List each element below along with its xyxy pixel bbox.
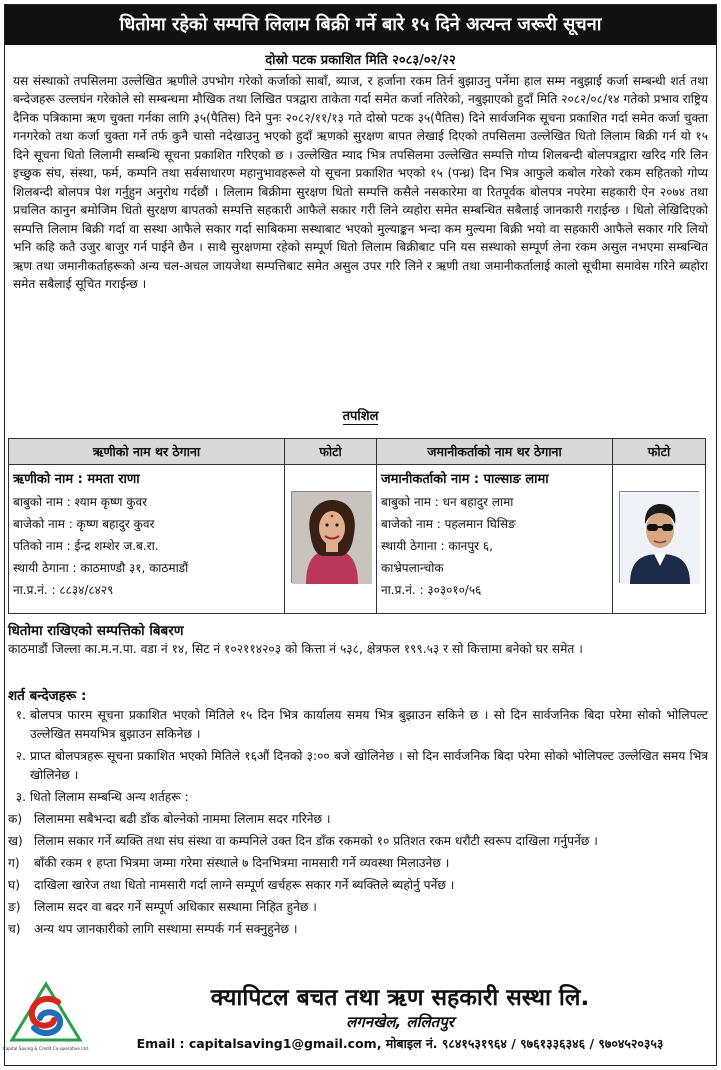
borrower-column-header: ऋणीको नाम थर ठेगाना bbox=[9, 439, 285, 465]
guarantor-photo-cell bbox=[613, 465, 706, 614]
item-text: दाखिला खारेज तथा धितो नामसारी गर्दा लाग्ने सम्पूर्ण खर्चहरू सकार गर्ने ब्यक्तिले ब्यहोर्नु पर्नेछ । bbox=[34, 878, 455, 892]
man-portrait-icon bbox=[620, 492, 700, 584]
guarantor-details bbox=[377, 465, 613, 614]
list-item bbox=[8, 832, 708, 851]
guarantor-photo bbox=[619, 491, 699, 583]
item-text: बाँकी रकम १ हप्ता भित्रमा जम्मा गरेमा संस्थाले ७ दिनभित्रमा नामसारी गर्ने व्यवस्था मिलाउनेछ । bbox=[34, 856, 450, 870]
contact-details: Email : capitalsaving1@gmail.com, मोबाइल नं. ९८४१५३१९६४ / ९७६१३३६३४६ / ९७०४५२०३५३ bbox=[136, 1036, 664, 1051]
list-item bbox=[8, 876, 708, 895]
item-number: क) bbox=[8, 812, 23, 826]
notice-body: यस संस्थाको तपसिलमा उल्लेखित ऋणीले उपभोग गरेको कर्जाको साबाँ, ब्याज, र हर्जाना रकम तिर्न बुझाउनु पर्नेमा हाल सम्म नबुझाई कर्जा सम्बन्धी शर्त तथा बन्देजहरू उल्लघंन गरेकोले सो सम्बन्धमा मौखिक तथा लिखित पत्रद्वारा ताकेता गर्दा समेत कर्जा नतिरेको, नबुझाएको हुदाँ मिति २०८२/०८/१४ गतेको प्रभाव राष्ट्रिय दैनिक पत्रिकामा ऋण चुक्ता गर्नका लागि ३५(पैतिस) दिने पुनः २०८२/११/१३ गते दोस्रो पटक ३५(पैतिस) दिने सार्वजनिक सूचना प्रकाशित गर्दा समेत कर्जा चुक्ता गनगरेको तथा कर्जा चुक्ता गर्ने तर्फ कुनै चासो नदेखाउनु भएको हुदाँ ऋणको सुरक्षण बापत लेखाई दिएको तपसिलमा उल्लेखित धितो लिलाम बिक्री गर्न यो १५ दिने सूचना धितो लिलामी सम्बन्धि सूचना प्रकाशित गरिएको छ । उल्लेखित म्याद भित्र तपसिलमा उल्लेखित सम्पत्ति गोप्य शिलबन्दी बोलपत्रद्वारा खरिद गरि लिन इच्छुक संघ, संस्था, फर्म, कम्पनि तथा सर्वसाधारण महानुभावहरूले यो सूचना प्रकाशित भएको १५ (पन्ध्र) दिन भित्र आफुले कबोल गरेको रकम सहितको गोप्य शिलबन्दी बोलपत्र पेश गर्नुहुन अनुरोध गर्दछौं । लिलाम बिक्रीमा सुरक्षण धितो सम्पत्ति कसैले नसकारेमा वा रितपूर्वक बोलपत्र नपरेमा सहकारी ऐन २०७४ तथा प्रचलित कानुन बमोजिम धितो सुरक्षण बापतको सम्पत्ति सहकारी आफैले सकार गरी लिने व्यहोरा समेत सम्बन्धित सबैलाई जानकारी गराईन्छ । धितो लेखिदिएको सम्पत्ति लिलाम बिक्री गर्दा वा सस्था आफैले सकार गर्दा साबिकमा सस्थाबाट भएको मुल्याङ्कन भन्दा कम मुल्यमा बिक्री भयो वा सहकारी आफैले सकार गरि लियो भनि कहि कतै उजुर बाजुर गर्न पाईने छैन । साथै सुरक्षणमा रहेको सम्पूर्ण धितो लिलाम बिक्रीबाट पनि यस सस्थाको सम्पूर्ण लेना रकम असुल नभएमा सम्बन्धित ऋण तथा जमानीकर्ताहरूको अन्य चल-अचल जायजेथा सम्पत्तिबाट समेत असुल उपर गरि लिने र ऋणी तथा जमानीकर्तालाई कालो सूचीमा समावेस गरिने ब्यहोरा समेत सबैलाई सूचित गराईन्छ । bbox=[13, 74, 708, 291]
notice-title: धितोमा रहेको सम्पत्ति लिलाम बिक्री गर्ने बारे १५ दिने अत्यन्त जरूरी सूचना bbox=[5, 5, 716, 45]
guarantor-address-district: काभ्रेपलान्चोक bbox=[381, 561, 444, 575]
item-number: ३. bbox=[15, 790, 26, 804]
item-number: ग) bbox=[8, 856, 20, 870]
borrower-citizenship-no: ना.प्र.नं. : ८८३४/८४२९ bbox=[13, 583, 114, 597]
property-heading: धितोमा राखिएको सम्पत्तिको बिबरण bbox=[8, 623, 184, 639]
borrower-address: स्थायी ठेगाना : काठमाण्डौ ३१, काठमाडौं bbox=[13, 561, 189, 575]
item-number: ङ) bbox=[8, 900, 21, 914]
property-description: काठमाडौं जिल्ला का.म.न.पा. वडा नं १४, सिट नं १०२११४२०३ को कित्ता नं ५३८, क्षेत्रफल १९९.५३ र सो कित्तामा बनेको घर समेत । bbox=[8, 642, 583, 656]
item-text: अन्य थप जानकारीको लागि सस्थामा सम्पर्क गर्न सक्नुहुनेछ । bbox=[34, 922, 298, 936]
guarantor-column-header: जमानीकर्ताको नाम थर ठेगाना bbox=[377, 439, 613, 465]
woman-portrait-icon bbox=[292, 492, 372, 584]
borrower-photo-cell bbox=[285, 465, 377, 614]
borrower-photo-header: फोटो bbox=[285, 439, 377, 465]
collateral-property-section bbox=[8, 622, 708, 658]
item-number: ख) bbox=[8, 834, 23, 848]
borrower-guarantor-table bbox=[8, 438, 706, 614]
guarantor-address: स्थायी ठेगाना : कानपुर ६, bbox=[381, 539, 493, 553]
conditions-list bbox=[8, 706, 708, 939]
item-text: लिलाम सकार गर्ने ब्यक्ति तथा संघ संस्था वा कम्पनिले उक्त दिन डाँक रकमको १० प्रतिशत रकम धरौटी स्वरूप दाखिला गर्नुपर्नेछ । bbox=[34, 834, 598, 848]
list-item bbox=[8, 810, 708, 829]
guarantor-name: जमानीकर्ताको नाम : पाल्साङ लामा bbox=[381, 472, 549, 487]
details-heading bbox=[5, 406, 716, 428]
item-number: १. bbox=[15, 708, 26, 722]
table-row bbox=[9, 465, 706, 614]
publication-date-line bbox=[5, 50, 716, 68]
borrower-husband: पतिको नाम : ईन्द्र शम्शेर ज.ब.रा. bbox=[13, 539, 159, 553]
guarantor-citizenship-no: ना.प्र.नं. : ३०३०१०/५६ bbox=[381, 583, 482, 597]
list-item bbox=[8, 747, 708, 785]
organization-address: लगनखेल, ललितपुर bbox=[346, 1013, 454, 1031]
item-text: प्राप्त बोलपत्रहरू सूचना प्रकाशित भएको मितिले १६औं दिनको ३:०० बजे खोलिनेछ । सो दिन सार्वजनिक बिदा परेमा सोको भोलिपल्ट उल्लेखित समय भित्र खोलिनेछ । bbox=[30, 749, 708, 782]
borrower-details bbox=[9, 465, 285, 614]
table-header-row bbox=[9, 439, 706, 465]
list-item bbox=[8, 788, 708, 807]
publication-date-text: दोस्रो पटक प्रकाशित मिति २०८३/०२/२२ bbox=[265, 53, 456, 68]
borrower-photo bbox=[291, 491, 371, 583]
item-number: २. bbox=[15, 749, 26, 763]
borrower-grandfather: बाजेको नाम : कृष्ण बहादुर कुवर bbox=[13, 517, 155, 531]
list-item bbox=[8, 898, 708, 917]
guarantor-grandfather: बाजेको नाम : पहलमान घिसिङ bbox=[381, 517, 516, 531]
organization-footer bbox=[0, 978, 713, 1062]
capital-logo-icon bbox=[2, 980, 90, 1056]
list-item bbox=[8, 706, 708, 744]
item-text: धितो लिलाम सम्बन्धि अन्य शर्तहरू : bbox=[30, 790, 189, 804]
guarantor-father: बाबुको नाम : धन बहादुर लामा bbox=[381, 495, 514, 509]
item-text: लिलाम सदर वा बदर गर्ने सम्पूर्ण अधिकार सस्थामा निहित हुनेछ । bbox=[34, 900, 317, 914]
cooperative-logo bbox=[2, 980, 90, 1056]
organization-name: क्यापिटल बचत तथा ऋण सहकारी सस्था लि. bbox=[210, 985, 590, 1011]
details-heading-text: तपशिल bbox=[342, 409, 379, 424]
logo-caption: Capital Saving & Credit Co-operative Ltd. bbox=[2, 1046, 90, 1051]
terms-conditions-section bbox=[8, 686, 708, 942]
borrower-father: बाबुको नाम : श्याम कृष्ण कुवर bbox=[13, 495, 148, 509]
borrower-name: ऋणीको नाम : ममता राणा bbox=[13, 472, 140, 487]
conditions-heading: शर्त बन्देजहरू : bbox=[8, 688, 87, 704]
guarantor-photo-header: फोटो bbox=[613, 439, 706, 465]
item-text: लिलाममा सबैभन्दा बढी डाँक बोल्नेको नाममा लिलाम सदर गरिनेछ । bbox=[34, 812, 331, 826]
list-item bbox=[8, 920, 708, 939]
item-number: घ) bbox=[8, 878, 20, 892]
item-number: च) bbox=[8, 922, 21, 936]
item-text: बोलपत्र फारम सूचना प्रकाशित भएको मितिले १५ दिन भित्र कार्यालय समय भित्र बुझाउन सकिने छ । सो दिन सार्वजनिक बिदा परेमा सोको भोलिपल्ट उल्लेखित समयभित्र बुझाउन सकिनेछ । bbox=[30, 708, 708, 741]
list-item bbox=[8, 854, 708, 873]
